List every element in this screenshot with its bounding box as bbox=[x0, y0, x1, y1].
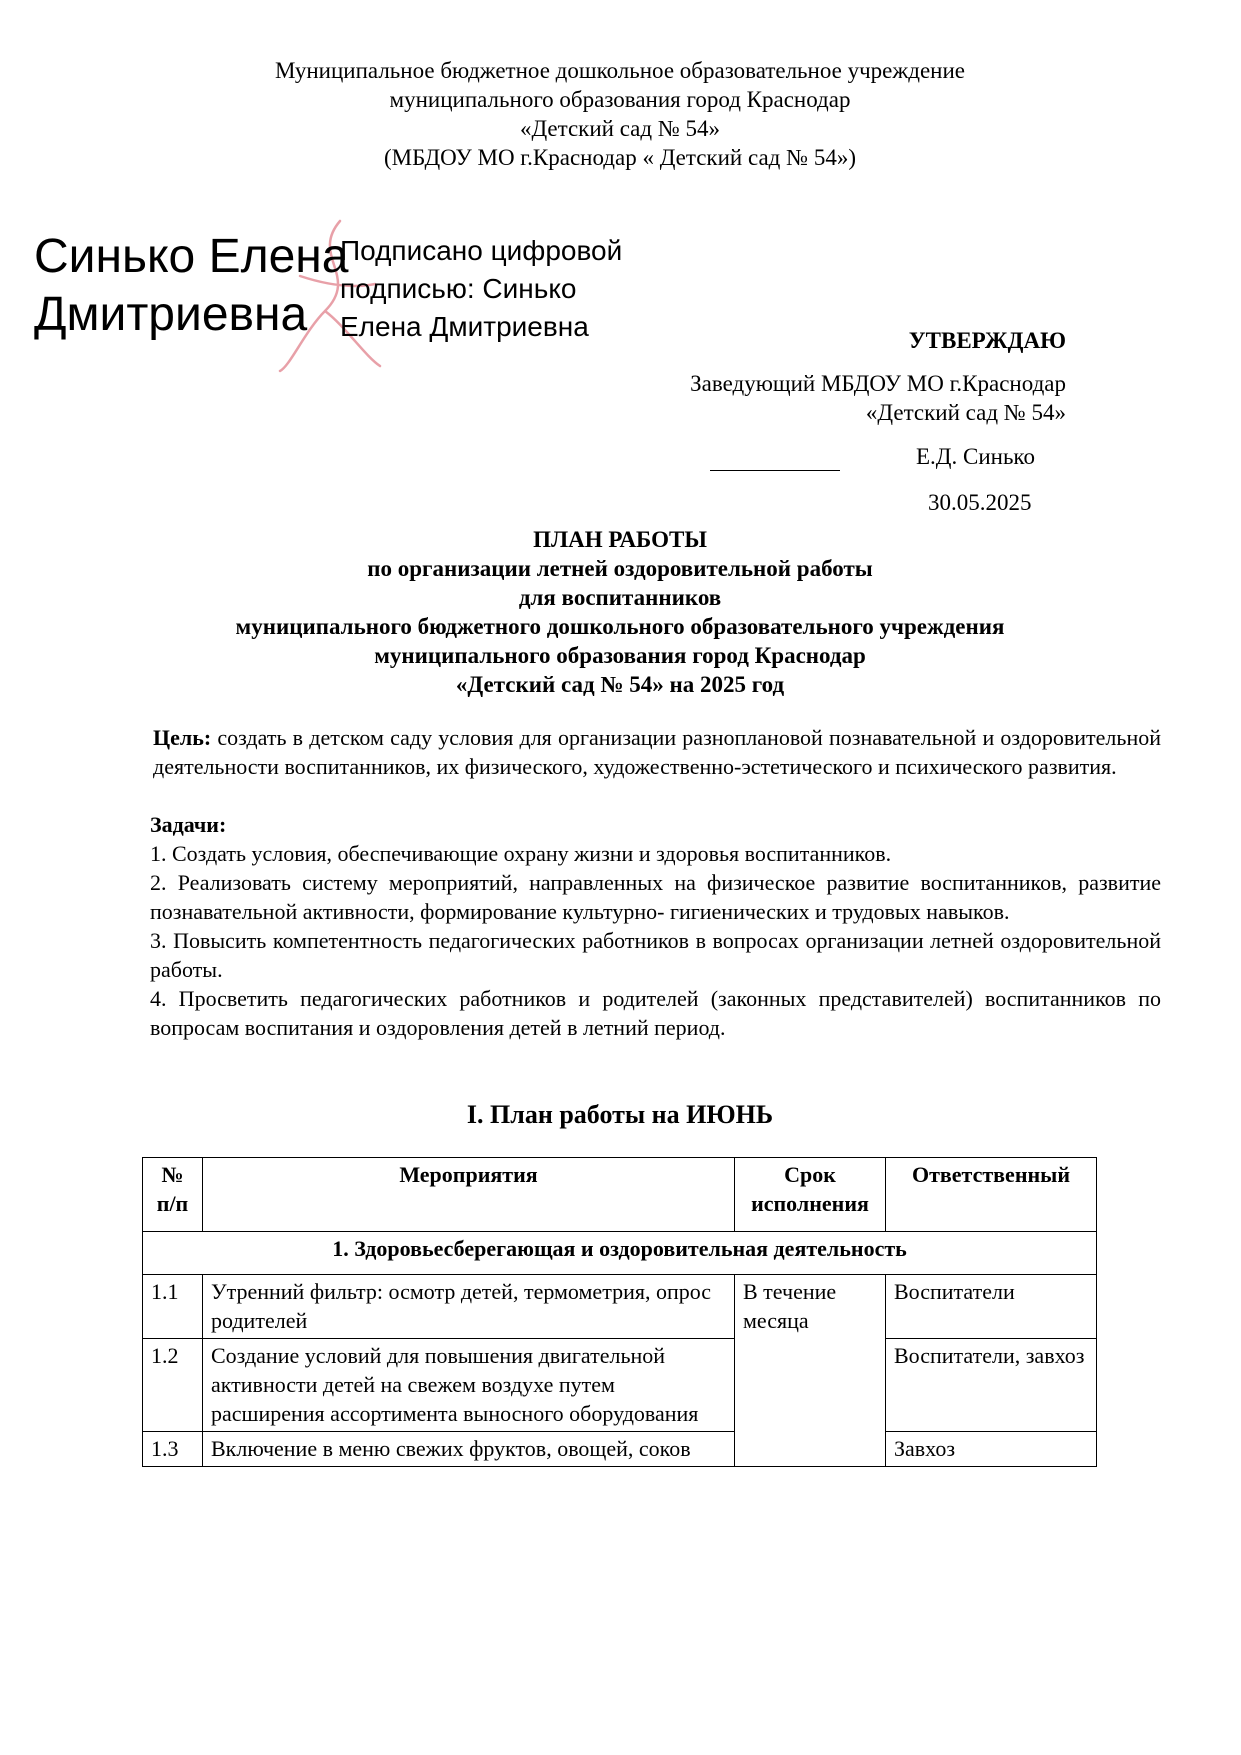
org-header-line: Муниципальное бюджетное дошкольное образовательное учреждение bbox=[275, 58, 965, 83]
signature-line bbox=[710, 444, 840, 471]
approval-date: 30.05.2025 bbox=[928, 490, 1032, 515]
plan-title-line: по организации летней оздоровительной работы bbox=[367, 556, 873, 581]
goal-paragraph bbox=[153, 723, 1161, 781]
org-header-line: (МБДОУ МО г.Краснодар « Детский сад № 54») bbox=[384, 145, 856, 170]
approval-signer: Е.Д. Синько bbox=[916, 444, 1035, 469]
row-responsible: Воспитатели bbox=[886, 1275, 1097, 1339]
table-row bbox=[143, 1432, 1097, 1467]
tasks-block bbox=[150, 810, 1161, 1042]
table-header-row bbox=[143, 1158, 1097, 1232]
goal-text: создать в детском саду условия для организации разноплановой познавательной и оздоровительной деятельности воспитанников, их физического, художественно-эстетического и психического развития. bbox=[153, 725, 1161, 779]
plan-title-line: муниципального образования город Краснодар bbox=[374, 643, 866, 668]
table-row bbox=[143, 1339, 1097, 1432]
tasks-label: Задачи: bbox=[150, 812, 227, 837]
approval-block bbox=[586, 326, 1066, 427]
digital-signature-stamp bbox=[30, 228, 650, 378]
approval-position-line: Заведующий МБДОУ МО г.Краснодар bbox=[690, 371, 1066, 396]
row-event: Включение в меню свежих фруктов, овощей, соков bbox=[203, 1432, 735, 1467]
row-responsible: Воспитатели, завхоз bbox=[886, 1339, 1097, 1432]
group-title: 1. Здоровьесберегающая и оздоровительная деятельность bbox=[143, 1232, 1097, 1275]
plan-table bbox=[142, 1157, 1097, 1467]
signer-full-name bbox=[34, 228, 348, 344]
task-item: 4. Просветить педагогических работников и родителей (законных представителей) воспитанников по вопросам воспитания и оздоровления детей в летний период. bbox=[150, 986, 1161, 1040]
header-term bbox=[735, 1158, 886, 1232]
section-title: I. План работы на ИЮНЬ bbox=[466, 1100, 774, 1129]
row-event: Создание условий для повышения двигательной активности детей на свежем воздухе путем расширения ассортимента выносного оборудования bbox=[203, 1339, 735, 1432]
header-num-line: п/п bbox=[156, 1191, 189, 1216]
task-item: 1. Создать условия, обеспечивающие охрану жизни и здоровья воспитанников. bbox=[150, 841, 892, 866]
org-header-line: муниципального образования город Краснодар bbox=[389, 87, 851, 112]
approval-position-line: «Детский сад № 54» bbox=[865, 400, 1066, 425]
goal-label: Цель: bbox=[153, 725, 212, 750]
organization-header bbox=[150, 56, 1090, 172]
table-row bbox=[143, 1275, 1097, 1339]
header-num bbox=[143, 1158, 203, 1232]
header-responsible: Ответственный bbox=[886, 1158, 1097, 1232]
task-item: 2. Реализовать систему мероприятий, направленных на физическое развитие воспитанников, развитие познавательной активности, формирование культурно- гигиенических и трудовых навыков. bbox=[150, 870, 1161, 924]
signature-note bbox=[340, 232, 622, 346]
plan-title-line: ПЛАН РАБОТЫ bbox=[533, 527, 707, 552]
signature-note-line: подписью: Синько bbox=[340, 273, 577, 304]
row-num: 1.3 bbox=[143, 1432, 203, 1467]
signature-note-line: Подписано цифровой bbox=[340, 235, 623, 266]
row-event: Утренний фильтр: осмотр детей, термометрия, опрос родителей bbox=[203, 1275, 735, 1339]
plan-title-line: «Детский сад № 54» на 2025 год bbox=[455, 672, 785, 697]
task-item: 3. Повысить компетентность педагогических работников в вопросах организации летней оздоровительной работы. bbox=[150, 928, 1161, 982]
table-group-row bbox=[143, 1232, 1097, 1275]
approval-signature-row bbox=[710, 444, 1060, 474]
signer-name-line: Дмитриевна bbox=[34, 288, 308, 341]
header-event: Мероприятия bbox=[203, 1158, 735, 1232]
row-num: 1.1 bbox=[143, 1275, 203, 1339]
row-responsible: Завхоз bbox=[886, 1432, 1097, 1467]
approval-title: УТВЕРЖДАЮ bbox=[908, 328, 1066, 353]
org-header-line: «Детский сад № 54» bbox=[519, 116, 721, 141]
plan-title bbox=[150, 525, 1090, 699]
plan-title-line: муниципального бюджетного дошкольного образовательного учреждения bbox=[235, 614, 1005, 639]
row-term: В течение месяца bbox=[735, 1275, 886, 1467]
row-num: 1.2 bbox=[143, 1339, 203, 1432]
signer-name-line: Синько Елена bbox=[34, 230, 349, 283]
plan-title-line: для воспитанников bbox=[518, 585, 722, 610]
header-num-line: № bbox=[161, 1162, 184, 1187]
header-term-line: исполнения bbox=[751, 1191, 869, 1216]
header-term-line: Срок bbox=[784, 1162, 836, 1187]
signature-note-line: Елена Дмитриевна bbox=[340, 311, 589, 342]
